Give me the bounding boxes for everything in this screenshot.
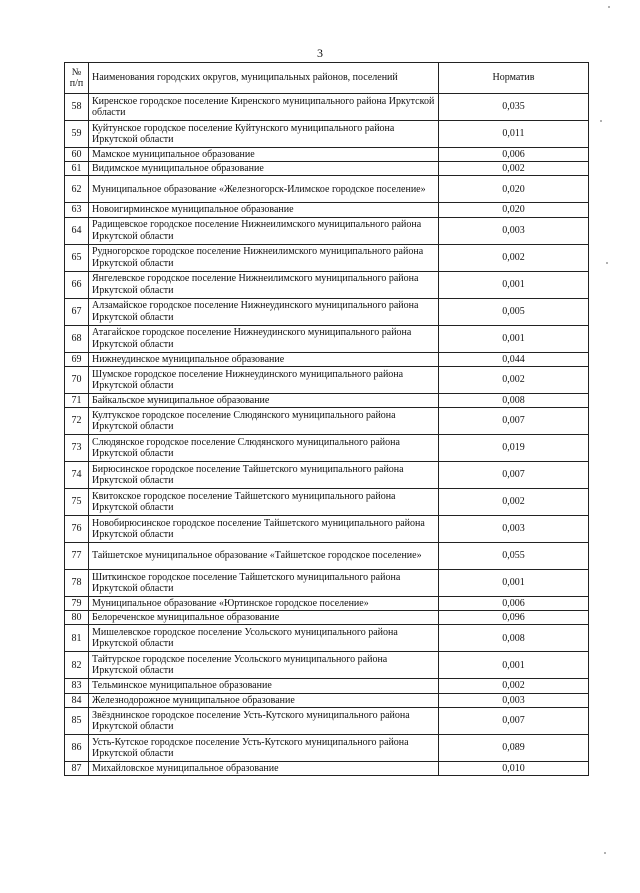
table-row xyxy=(65,516,589,543)
row-value: 0,008 xyxy=(439,625,589,652)
table-row xyxy=(65,693,589,707)
row-name: Рудногорское городское поселение Нижнеилимского муниципального района Иркутской области xyxy=(89,244,439,271)
row-name: Звёзднинское городское поселение Усть-Кутского муниципального района Иркутской области xyxy=(89,707,439,734)
row-name: Усть-Кутское городское поселение Усть-Кутского муниципального района Иркутской области xyxy=(89,734,439,761)
row-number: 62 xyxy=(65,176,89,203)
row-number: 80 xyxy=(65,611,89,625)
table-row xyxy=(65,761,589,775)
row-value: 0,002 xyxy=(439,244,589,271)
table-row xyxy=(65,734,589,761)
row-name: Шумское городское поселение Нижнеудинского муниципального района Иркутской области xyxy=(89,366,439,393)
table-row xyxy=(65,298,589,325)
row-number: 87 xyxy=(65,761,89,775)
row-name: Радищевское городское поселение Нижнеилимского муниципального района Иркутской области xyxy=(89,217,439,244)
row-value: 0,001 xyxy=(439,652,589,679)
row-name: Белореченское муниципальное образование xyxy=(89,611,439,625)
row-number: 77 xyxy=(65,543,89,570)
row-name: Железнодорожное муниципальное образование xyxy=(89,693,439,707)
row-name: Квитокское городское поселение Тайшетского муниципального района Иркутской области xyxy=(89,489,439,516)
row-number: 84 xyxy=(65,693,89,707)
row-number: 66 xyxy=(65,271,89,298)
header-number-symbol: № xyxy=(71,66,82,78)
row-name: Мамское муниципальное образование xyxy=(89,148,439,162)
row-name: Куйтунское городское поселение Куйтунского муниципального района Иркутской области xyxy=(89,121,439,148)
row-name: Киренское городское поселение Киренского муниципального района Иркутской области xyxy=(89,94,439,121)
row-number: 68 xyxy=(65,325,89,352)
row-number: 79 xyxy=(65,597,89,611)
row-number: 58 xyxy=(65,94,89,121)
table-row xyxy=(65,203,589,217)
row-name: Тайшетское муниципальное образование «Тайшетское городское поселение» xyxy=(89,543,439,570)
table-row xyxy=(65,408,589,435)
row-number: 71 xyxy=(65,393,89,407)
table-row xyxy=(65,148,589,162)
row-number: 67 xyxy=(65,298,89,325)
row-name: Янгелевское городское поселение Нижнеилимского муниципального района Иркутской области xyxy=(89,271,439,298)
scan-speck xyxy=(606,262,608,264)
row-value: 0,007 xyxy=(439,408,589,435)
row-number: 83 xyxy=(65,679,89,693)
header-number-abbr: п/п xyxy=(69,78,84,89)
table-row xyxy=(65,271,589,298)
row-value: 0,002 xyxy=(439,162,589,176)
row-name: Култукское городское поселение Слюдянского муниципального района Иркутской области xyxy=(89,408,439,435)
row-value: 0,001 xyxy=(439,570,589,597)
row-value: 0,002 xyxy=(439,489,589,516)
row-value: 0,001 xyxy=(439,325,589,352)
row-number: 75 xyxy=(65,489,89,516)
row-value: 0,007 xyxy=(439,462,589,489)
scan-speck xyxy=(600,120,602,122)
normative-table xyxy=(64,62,589,776)
row-number: 65 xyxy=(65,244,89,271)
row-number: 64 xyxy=(65,217,89,244)
row-value: 0,055 xyxy=(439,543,589,570)
row-number: 74 xyxy=(65,462,89,489)
row-value: 0,003 xyxy=(439,693,589,707)
row-name: Слюдянское городское поселение Слюдянского муниципального района Иркутской области xyxy=(89,435,439,462)
row-name: Муниципальное образование «Юртинское городское поселение» xyxy=(89,597,439,611)
table-row xyxy=(65,489,589,516)
table-row xyxy=(65,121,589,148)
row-value: 0,001 xyxy=(439,271,589,298)
row-value: 0,010 xyxy=(439,761,589,775)
row-number: 61 xyxy=(65,162,89,176)
row-number: 86 xyxy=(65,734,89,761)
table-row xyxy=(65,570,589,597)
row-number: 63 xyxy=(65,203,89,217)
row-name: Бирюсинское городское поселение Тайшетского муниципального района Иркутской области xyxy=(89,462,439,489)
row-value: 0,005 xyxy=(439,298,589,325)
table-row xyxy=(65,435,589,462)
table-row xyxy=(65,94,589,121)
row-value: 0,006 xyxy=(439,148,589,162)
row-name: Новобирюсинское городское поселение Тайшетского муниципального района Иркутской области xyxy=(89,516,439,543)
row-name: Байкальское муниципальное образование xyxy=(89,393,439,407)
scan-speck xyxy=(604,852,606,854)
header-name: Наименования городских округов, муниципальных районов, поселений xyxy=(89,63,439,94)
scan-speck xyxy=(608,6,610,8)
table-row xyxy=(65,611,589,625)
row-number: 73 xyxy=(65,435,89,462)
header-value: Норматив xyxy=(439,63,589,94)
row-value: 0,003 xyxy=(439,217,589,244)
table-row xyxy=(65,244,589,271)
row-value: 0,002 xyxy=(439,679,589,693)
table-row xyxy=(65,217,589,244)
table-row xyxy=(65,176,589,203)
table-row xyxy=(65,679,589,693)
row-value: 0,011 xyxy=(439,121,589,148)
row-number: 76 xyxy=(65,516,89,543)
table-row xyxy=(65,543,589,570)
table-row xyxy=(65,462,589,489)
page-number: 3 xyxy=(317,46,323,60)
row-value: 0,006 xyxy=(439,597,589,611)
row-value: 0,003 xyxy=(439,516,589,543)
row-value: 0,035 xyxy=(439,94,589,121)
table-row xyxy=(65,366,589,393)
row-number: 81 xyxy=(65,625,89,652)
row-name: Шиткинское городское поселение Тайшетского муниципального района Иркутской области xyxy=(89,570,439,597)
row-name: Видимское муниципальное образование xyxy=(89,162,439,176)
row-name: Новоигирминское муниципальное образование xyxy=(89,203,439,217)
row-value: 0,020 xyxy=(439,176,589,203)
row-name: Михайловское муниципальное образование xyxy=(89,761,439,775)
table-row xyxy=(65,393,589,407)
row-value: 0,002 xyxy=(439,366,589,393)
table-row xyxy=(65,352,589,366)
row-name: Атагайское городское поселение Нижнеудинского муниципального района Иркутской области xyxy=(89,325,439,352)
table-row xyxy=(65,707,589,734)
row-number: 78 xyxy=(65,570,89,597)
row-value: 0,019 xyxy=(439,435,589,462)
row-number: 72 xyxy=(65,408,89,435)
row-value: 0,096 xyxy=(439,611,589,625)
row-value: 0,044 xyxy=(439,352,589,366)
row-name: Алзамайское городское поселение Нижнеудинского муниципального района Иркутской области xyxy=(89,298,439,325)
table-row xyxy=(65,597,589,611)
table-row xyxy=(65,325,589,352)
row-number: 60 xyxy=(65,148,89,162)
row-name: Нижнеудинское муниципальное образование xyxy=(89,352,439,366)
row-number: 85 xyxy=(65,707,89,734)
table-row xyxy=(65,162,589,176)
row-name: Мишелевское городское поселение Усольского муниципального района Иркутской области xyxy=(89,625,439,652)
row-value: 0,008 xyxy=(439,393,589,407)
row-number: 70 xyxy=(65,366,89,393)
row-number: 59 xyxy=(65,121,89,148)
row-value: 0,020 xyxy=(439,203,589,217)
row-number: 82 xyxy=(65,652,89,679)
row-value: 0,007 xyxy=(439,707,589,734)
header-number xyxy=(65,63,89,94)
row-name: Муниципальное образование «Железногорск-Илимское городское поселение» xyxy=(89,176,439,203)
row-name: Тайтурское городское поселение Усольского муниципального района Иркутской области xyxy=(89,652,439,679)
row-number: 69 xyxy=(65,352,89,366)
row-name: Тельминское муниципальное образование xyxy=(89,679,439,693)
table-row xyxy=(65,652,589,679)
table-header-row xyxy=(65,63,589,94)
table-body xyxy=(65,94,589,776)
row-value: 0,089 xyxy=(439,734,589,761)
table-row xyxy=(65,625,589,652)
